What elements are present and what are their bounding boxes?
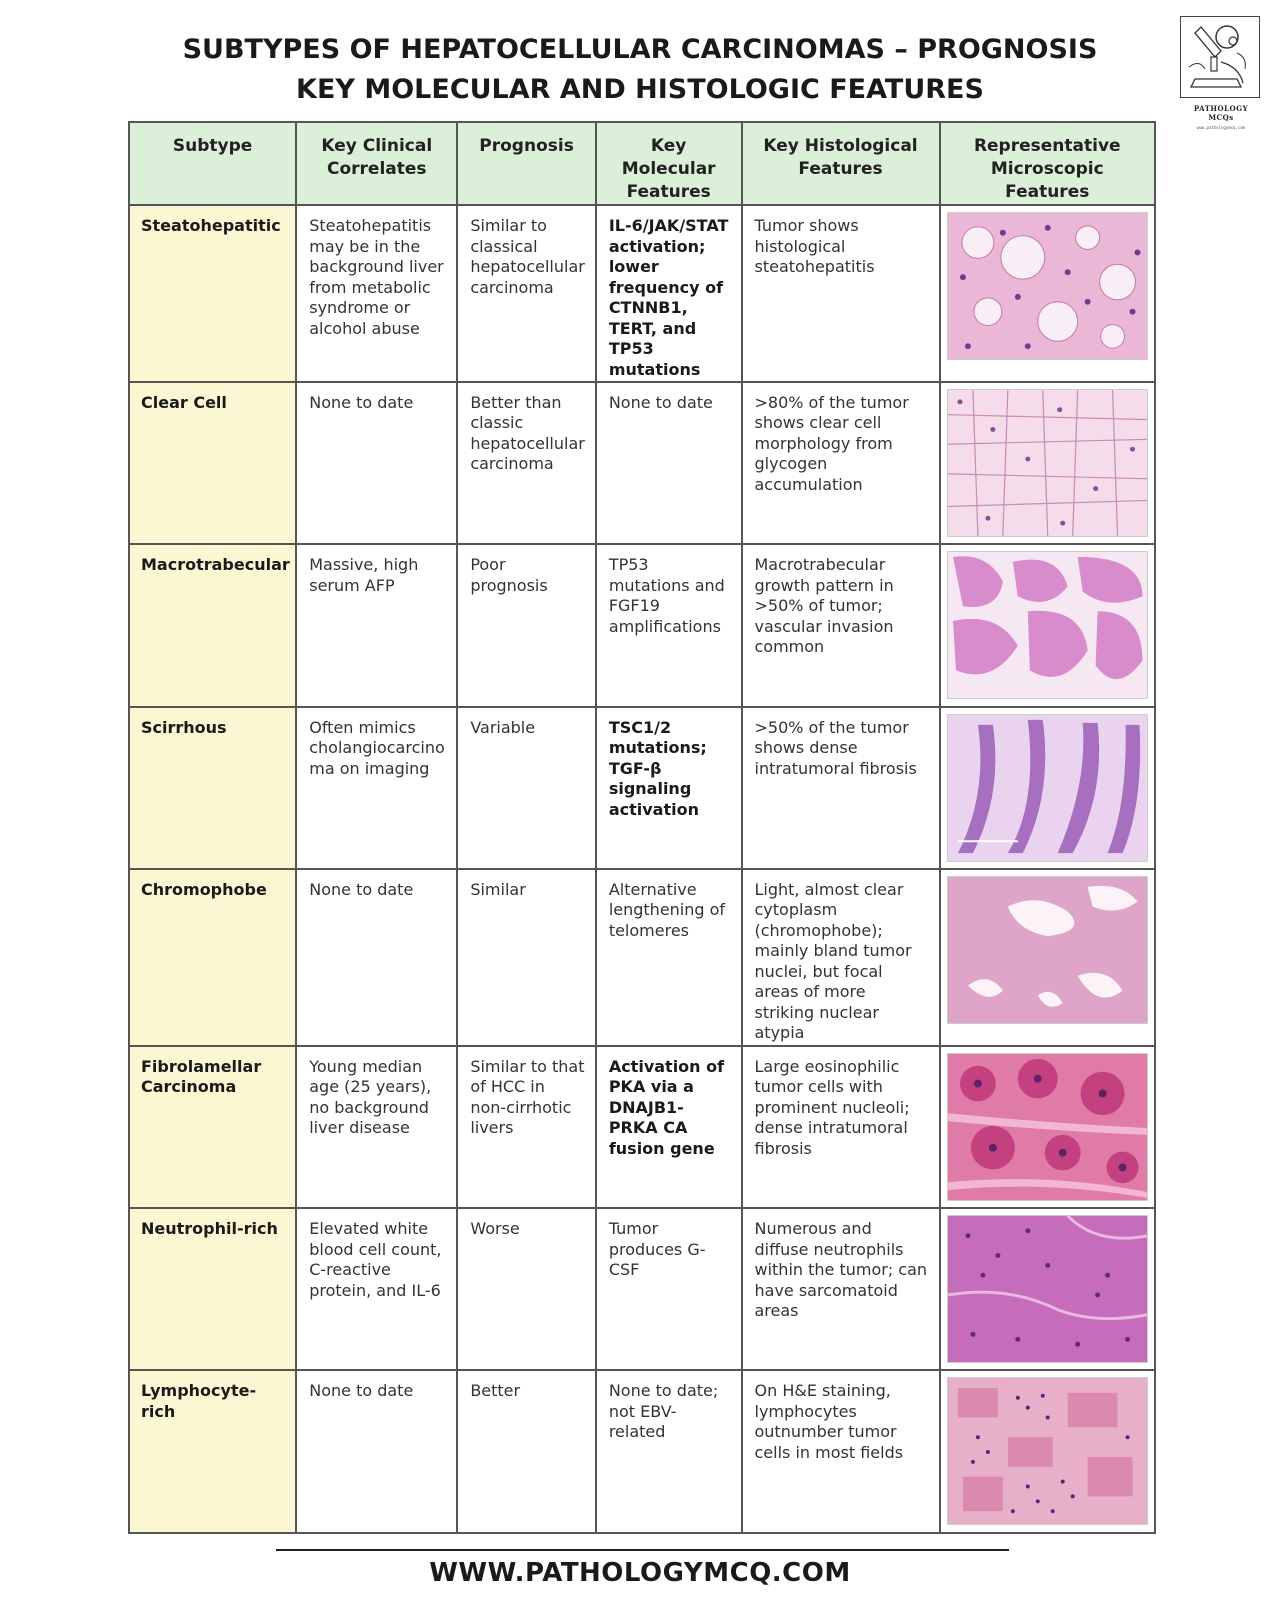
steatohepatitic-micrograph — [947, 212, 1148, 360]
lymphocyte-rich-micrograph — [947, 1377, 1148, 1525]
molecular-cell: Alternative lengthening of telomeres — [596, 869, 742, 1046]
title-line-1: SUBTYPES OF HEPATOCELLULAR CARCINOMAS – PROGNOSIS — [182, 34, 1098, 65]
prognosis-cell: Similar — [457, 869, 596, 1046]
micrograph-cell — [940, 869, 1155, 1046]
clinical-cell: None to date — [296, 1370, 457, 1533]
histological-cell: On H&E staining, lymphocytes outnumber tumor cells in most fields — [742, 1370, 940, 1533]
micrograph-cell — [940, 382, 1155, 544]
header-clinical: Key Clinical Correlates — [296, 122, 457, 205]
prognosis-cell: Poor prognosis — [457, 544, 596, 706]
table-row — [129, 1208, 1155, 1370]
molecular-cell: TP53 mutations and FGF19 amplifications — [596, 544, 742, 706]
table-header-row — [129, 122, 1155, 205]
table-row — [129, 205, 1155, 382]
micrograph-cell — [940, 205, 1155, 382]
neutrophil-rich-micrograph — [947, 1215, 1148, 1363]
micrograph-cell — [940, 544, 1155, 706]
micrograph-cell — [940, 1046, 1155, 1208]
clinical-cell: None to date — [296, 869, 457, 1046]
histological-cell: Tumor shows histological steatohepatitis — [742, 205, 940, 382]
clinical-cell: None to date — [296, 382, 457, 544]
histological-cell: >80% of the tumor shows clear cell morphology from glycogen accumulation — [742, 382, 940, 544]
scirrhous-micrograph — [947, 714, 1148, 862]
histological-cell: Macrotrabecular growth pattern in >50% of tumor; vascular invasion common — [742, 544, 940, 706]
macrotrabecular-micrograph — [947, 551, 1148, 699]
subtype-cell: Neutrophil-rich — [129, 1208, 296, 1370]
molecular-cell: TSC1/2 mutations; TGF-β signaling activation — [596, 707, 742, 869]
subtype-cell: Lymphocyte-rich — [129, 1370, 296, 1533]
prognosis-cell: Similar to that of HCC in non-cirrhotic livers — [457, 1046, 596, 1208]
micrograph-cell — [940, 707, 1155, 869]
logo-name: PATHOLOGY MCQs — [1193, 104, 1249, 122]
title-line-2: KEY MOLECULAR AND HISTOLOGIC FEATURES — [296, 74, 984, 105]
histological-cell: Numerous and diffuse neutrophils within the tumor; can have sarcomatoid areas — [742, 1208, 940, 1370]
pathology-mcqs-logo — [1180, 16, 1262, 128]
clinical-cell: Often mimics cholangiocarcino ma on imaging — [296, 707, 457, 869]
molecular-cell: IL-6/JAK/STAT activation; lower frequency of CTNNB1, TERT, and TP53 mutations — [596, 205, 742, 382]
prognosis-cell: Better — [457, 1370, 596, 1533]
footer-website[interactable]: WWW.PATHOLOGYMCQ.COM — [429, 1558, 851, 1588]
header-subtype: Subtype — [129, 122, 296, 205]
footer-divider — [276, 1549, 1009, 1551]
micrograph-cell — [940, 1370, 1155, 1533]
subtype-cell: Macrotrabecular — [129, 544, 296, 706]
table-row — [129, 1046, 1155, 1208]
header-prognosis: Prognosis — [457, 122, 596, 205]
microscope-icon — [1180, 16, 1260, 98]
micrograph-cell — [940, 1208, 1155, 1370]
subtype-cell: Chromophobe — [129, 869, 296, 1046]
histological-cell: Large eosinophilic tumor cells with prominent nucleoli; dense intratumoral fibrosis — [742, 1046, 940, 1208]
prognosis-cell: Similar to classical hepatocellular carcinoma — [457, 205, 596, 382]
header-molecular: Key Molecular Features — [596, 122, 742, 205]
subtype-cell: Clear Cell — [129, 382, 296, 544]
table-row — [129, 544, 1155, 706]
molecular-cell: Tumor produces G-CSF — [596, 1208, 742, 1370]
clear-cell-micrograph — [947, 389, 1148, 537]
prognosis-cell: Worse — [457, 1208, 596, 1370]
page-title — [140, 30, 1140, 110]
chromophobe-micrograph — [947, 876, 1148, 1024]
table-row — [129, 1370, 1155, 1533]
header-microscopic: Representative Microscopic Features — [940, 122, 1155, 205]
molecular-cell: None to date — [596, 382, 742, 544]
clinical-cell: Steatohepatitis may be in the background liver from metabolic syndrome or alcohol abuse — [296, 205, 457, 382]
molecular-cell: None to date; not EBV-related — [596, 1370, 742, 1533]
table-row — [129, 382, 1155, 544]
histological-cell: >50% of the tumor shows dense intratumoral fibrosis — [742, 707, 940, 869]
molecular-cell: Activation of PKA via a DNAJB1-PRKA CA fusion gene — [596, 1046, 742, 1208]
table-row — [129, 869, 1155, 1046]
prognosis-cell: Variable — [457, 707, 596, 869]
subtype-cell: Fibrolamellar Carcinoma — [129, 1046, 296, 1208]
subtype-cell: Scirrhous — [129, 707, 296, 869]
clinical-cell: Massive, high serum AFP — [296, 544, 457, 706]
table-row — [129, 707, 1155, 869]
prognosis-cell: Better than classic hepatocellular carcinoma — [457, 382, 596, 544]
header-histological: Key Histological Features — [742, 122, 940, 205]
fibrolamellar-micrograph — [947, 1053, 1148, 1201]
histological-cell: Light, almost clear cytoplasm (chromophobe); mainly bland tumor nuclei, but focal areas of more striking nuclear atypia — [742, 869, 940, 1046]
logo-url: www.pathologymcq.com — [1196, 125, 1246, 130]
clinical-cell: Young median age (25 years), no background liver disease — [296, 1046, 457, 1208]
hcc-subtypes-table — [128, 121, 1156, 1534]
clinical-cell: Elevated white blood cell count, C-reactive protein, and IL-6 — [296, 1208, 457, 1370]
subtype-cell: Steatohepatitic — [129, 205, 296, 382]
